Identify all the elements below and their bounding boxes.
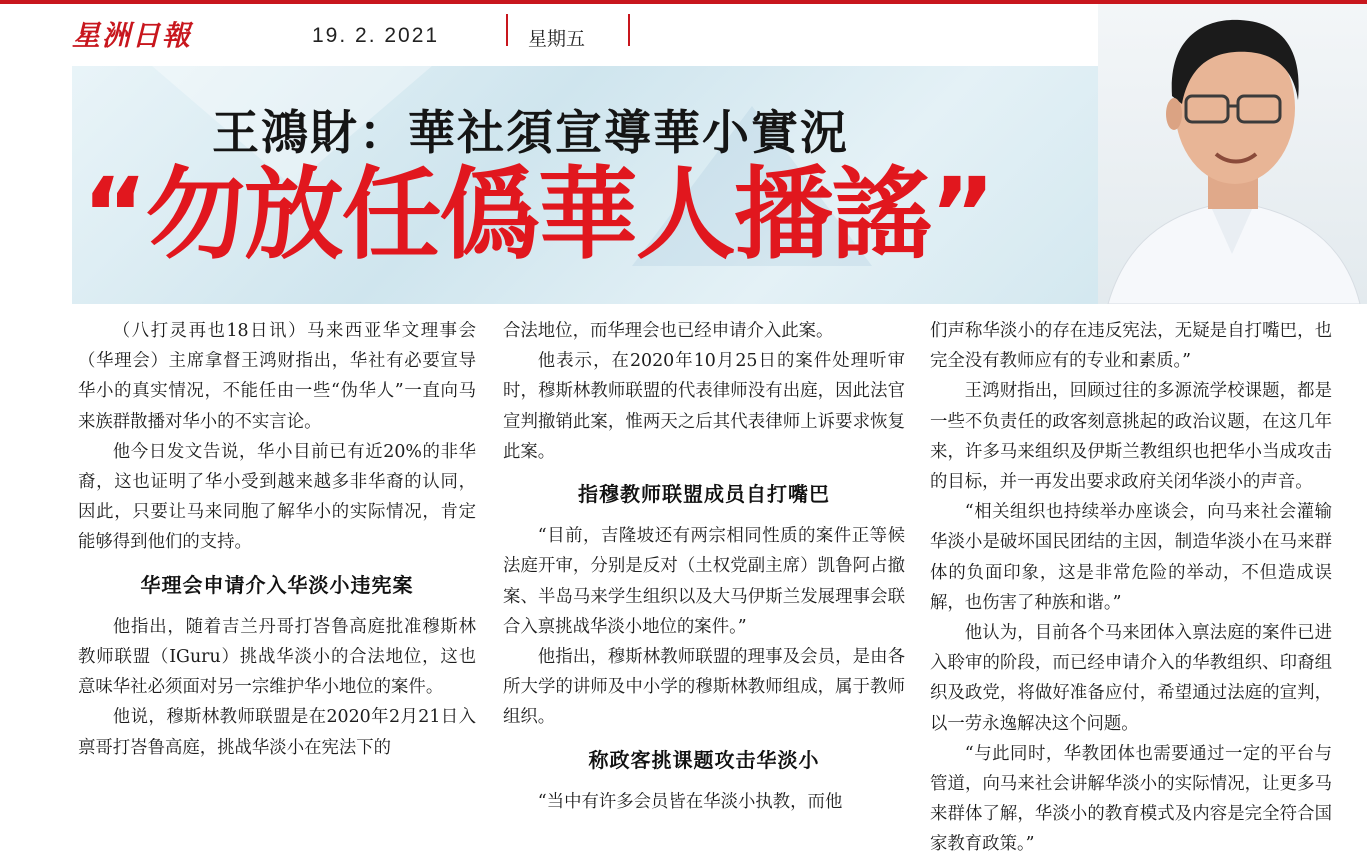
- article-column-3: [930, 316, 1332, 860]
- section-subheading: 称政客挑课题攻击华淡小: [588, 747, 820, 772]
- article-paragraph: 他指出，穆斯林教师联盟的理事及会员，是由各所大学的讲师及中小学的穆斯林教师组成，属于教师组织。: [503, 647, 905, 728]
- header-divider: [506, 14, 508, 46]
- article-paragraph: 他今日发文告说，华小目前已有近20%的非华裔，这也证明了华小受到越来越多非华裔的认同，因此，只要让马来同胞了解华小的实际情况，肯定能够得到他们的支持。: [78, 441, 476, 553]
- sub-headline: 王鴻財：華社須宣導華小實況: [212, 106, 849, 161]
- header-divider: [628, 14, 630, 46]
- article-paragraph: “当中有许多会员皆在华淡小执教，而他: [537, 791, 843, 812]
- article-paragraph: 他认为，目前各个马来团体入禀法庭的案件已进入聆审的阶段，而已经申请介入的华教组织、印裔组织及政党，将做好准备应付，希望通过法庭的宣判，以一劳永逸解决这个问题。: [930, 623, 1332, 734]
- article-column-1: [78, 316, 476, 763]
- article-column-2: [503, 316, 905, 817]
- article-paragraph: （八打灵再也18日讯）马来西亚华文理事会（华理会）主席拿督王鸿财指出，华社有必要宣导华小的真实情况，不能任由一些“伪华人”一直向马来族群散播对华小的不实言论。: [78, 321, 476, 432]
- portrait-illustration: [1098, 4, 1367, 304]
- article-paragraph: 王鸿财指出，回顾过往的多源流学校课题，都是一些不负责任的政客刻意挑起的政治议题，在这几年来，许多马来组织及伊斯兰教组织也把华小当成攻击的目标，并一再发出要求政府关闭华淡小的声音。: [930, 381, 1332, 493]
- main-headline: “勿放任僞華人播謠”: [82, 156, 994, 273]
- article-paragraph: “与此同时，华教团体也需要通过一定的平台与管道，向马来社会讲解华淡小的实际情况，让更多马来群体了解，华淡小的教育模式及内容是完全符合国家教育政策。”: [930, 743, 1332, 855]
- portrait-photo: [1098, 4, 1367, 304]
- article-paragraph: “目前，吉隆坡还有两宗相同性质的案件正等候法庭开审，分别是反对（土权党副主席）凯鲁阿占撤案、半岛马来学生组织以及大马伊斯兰发展理事会联合入禀挑战华淡小地位的案件。”: [503, 526, 905, 637]
- article-paragraph: 他表示，在2020年10月25日的案件处理听审时，穆斯林教师联盟的代表律师没有出庭，因此法官宣判撤销此案，惟两天之后其代表律师上诉要求恢复此案。: [503, 351, 905, 462]
- newspaper-masthead: 星洲日報: [72, 19, 193, 52]
- article-paragraph: 他指出，随着吉兰丹哥打峇鲁高庭批准穆斯林教师联盟（IGuru）挑战华淡小的合法地位，这也意味华社必须面对另一宗维护华小地位的案件。: [78, 616, 476, 698]
- section-subheading: 指穆教师联盟成员自打嘴巴: [578, 482, 830, 507]
- article-paragraph: “相关组织也持续举办座谈会，向马来社会灌输华淡小是破坏国民团结的主因，制造华淡小在马来群体的负面印象，这是非常危险的举动，不但造成误解，也伤害了种族和谐。”: [930, 502, 1332, 613]
- article-paragraph: 们声称华淡小的存在违反宪法，无疑是自打嘴巴，也完全没有教师应有的专业和素质。”: [930, 321, 1332, 372]
- article-paragraph: 合法地位，而华理会也已经申请介入此案。: [503, 321, 834, 341]
- article-paragraph: 他说，穆斯林教师联盟是在2020年2月21日入禀哥打峇鲁高庭，挑战华淡小在宪法下的: [78, 707, 476, 758]
- issue-weekday: 星期五: [528, 28, 586, 50]
- issue-date: 19. 2. 2021: [312, 24, 440, 47]
- section-subheading: 华理会申请介入华淡小违宪案: [140, 572, 414, 597]
